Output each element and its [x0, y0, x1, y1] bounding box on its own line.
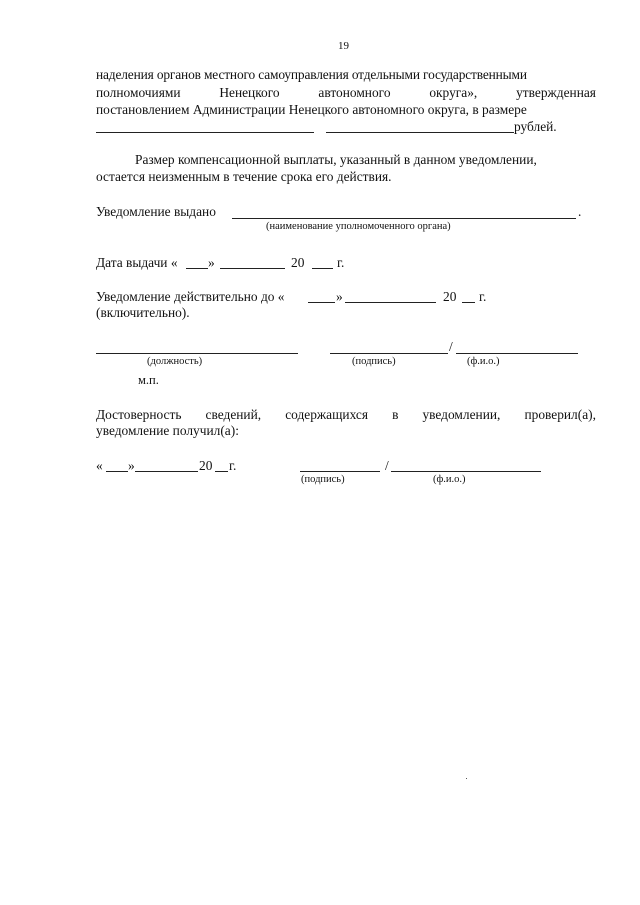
- issue-month-field[interactable]: [220, 268, 285, 269]
- verification-line-2: уведомление получил(а):: [96, 423, 239, 438]
- receipt-year-field[interactable]: [215, 471, 228, 472]
- issue-day-field[interactable]: [186, 268, 208, 269]
- word: содержащихся: [285, 407, 368, 422]
- word: Ненецкого: [219, 85, 280, 100]
- word: округа»,: [429, 85, 478, 100]
- position-caption: (должность): [147, 356, 203, 367]
- receipt-day-field[interactable]: [106, 471, 128, 472]
- full-name-caption: (ф.и.о.): [467, 356, 500, 367]
- issuing-authority-field[interactable]: [232, 218, 576, 219]
- receipt-year-suffix: г.: [229, 458, 237, 473]
- word: утвержденная: [516, 85, 596, 100]
- signature-slash: /: [449, 339, 453, 354]
- receipt-full-name-caption: (ф.и.о.): [433, 474, 466, 485]
- valid-year-prefix: 20: [443, 289, 457, 304]
- word: Достоверность: [96, 407, 182, 422]
- receipt-signature-caption: (подпись): [301, 474, 345, 485]
- amount-blank-2: [326, 132, 514, 133]
- signature-caption: (подпись): [352, 356, 396, 367]
- inclusive-note: (включительно).: [96, 305, 190, 320]
- word: сведений,: [205, 407, 262, 422]
- paragraph-1-line-3: постановлением Администрации Ненецкого автономного округа, в размере: [96, 102, 527, 117]
- issue-year-suffix: г.: [337, 255, 345, 270]
- paragraph-1-line-2: [96, 86, 596, 99]
- signature-field[interactable]: [330, 353, 448, 354]
- word: уведомлении,: [422, 407, 501, 422]
- receipt-open-quote: «: [96, 458, 103, 473]
- paragraph-2-line-1: Размер компенсационной выплаты, указанный в данном уведомлении,: [135, 152, 537, 167]
- stamp-mark: м.п.: [138, 373, 159, 387]
- receipt-year-prefix: 20: [199, 458, 213, 473]
- valid-until-label: Уведомление действительно до «: [96, 289, 285, 304]
- issued-label: Уведомление выдано: [96, 204, 216, 219]
- issue-year-field[interactable]: [312, 268, 333, 269]
- issue-date-label: Дата выдачи «: [96, 255, 178, 270]
- currency-label: рублей.: [514, 119, 557, 134]
- valid-month-field[interactable]: [345, 302, 436, 303]
- receipt-slash: /: [385, 458, 389, 473]
- scan-speck: [466, 778, 467, 779]
- issue-date-close-quote: »: [208, 255, 215, 270]
- word: проверил(а),: [524, 407, 596, 422]
- word: в: [392, 407, 399, 422]
- valid-close-quote: »: [336, 289, 343, 304]
- position-field[interactable]: [96, 353, 298, 354]
- receipt-close-quote: »: [128, 458, 135, 473]
- amount-blank-1: [96, 132, 314, 133]
- valid-year-suffix: г.: [479, 289, 487, 304]
- receipt-signature-field[interactable]: [300, 471, 380, 472]
- valid-year-field[interactable]: [462, 302, 475, 303]
- verification-line-1: [96, 408, 596, 421]
- issue-year-prefix: 20: [291, 255, 305, 270]
- receipt-month-field[interactable]: [135, 471, 198, 472]
- paragraph-1-line-1: наделения органов местного самоуправления отдельными государственными: [96, 67, 527, 82]
- issued-caption: (наименование уполномоченного органа): [266, 221, 451, 232]
- full-name-field[interactable]: [456, 353, 578, 354]
- page-number: 19: [338, 40, 349, 52]
- paragraph-2-line-2: остается неизменным в течение срока его действия.: [96, 169, 392, 184]
- word: полномочиями: [96, 85, 181, 100]
- word: автономного: [318, 85, 391, 100]
- valid-day-field[interactable]: [308, 302, 335, 303]
- receipt-full-name-field[interactable]: [391, 471, 541, 472]
- issued-end-mark: .: [578, 204, 582, 219]
